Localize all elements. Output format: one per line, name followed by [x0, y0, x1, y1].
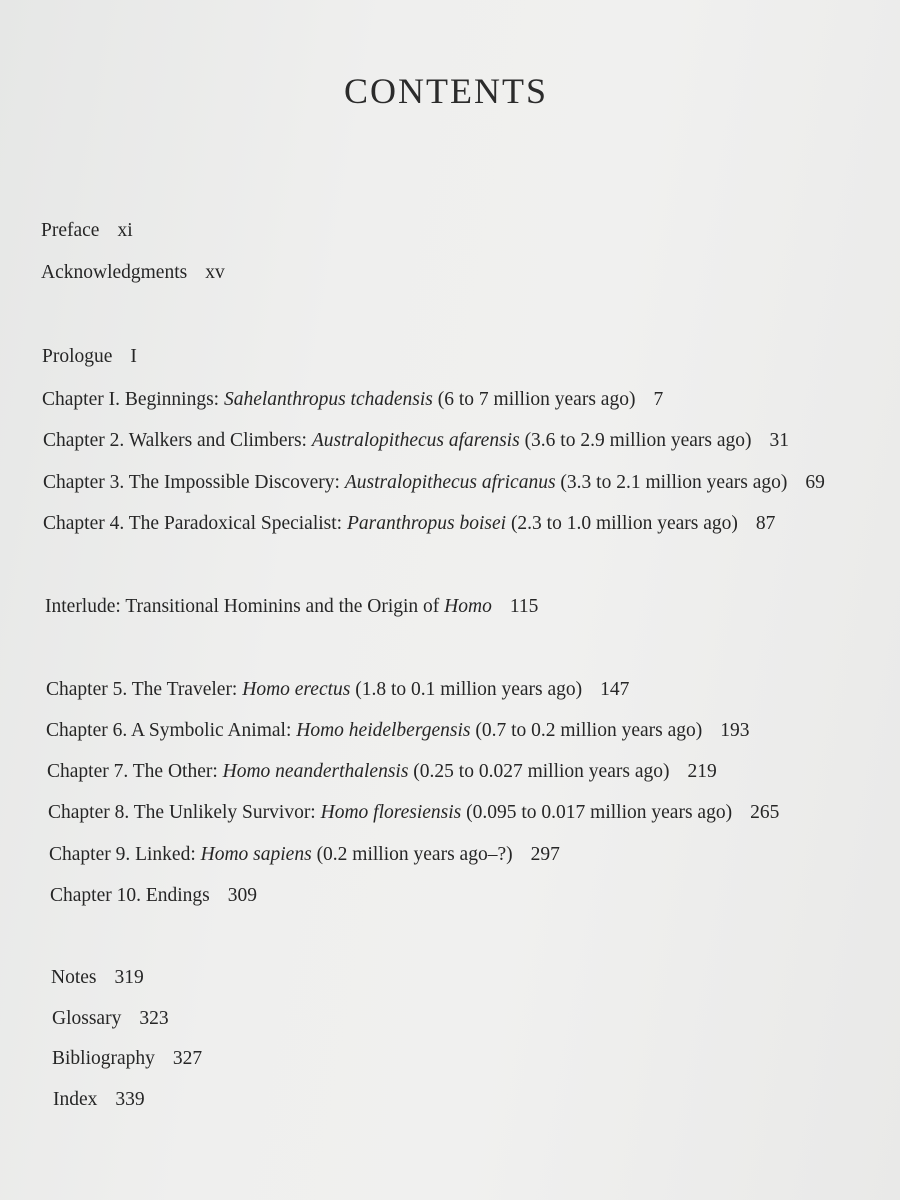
entry-label: Chapter 10. Endings: [50, 885, 210, 906]
toc-entry-chapter-10: [50, 884, 257, 908]
date-range: (1.8 to 0.1 million years ago): [355, 679, 583, 700]
page-number: 323: [139, 1008, 169, 1029]
date-range: (0.7 to 0.2 million years ago): [475, 720, 703, 741]
page-number: 69: [805, 472, 825, 493]
entry-label: Chapter 4. The Paradoxical Specialist:: [43, 513, 343, 534]
species-name: Australopithecus afarensis: [311, 430, 520, 451]
page-number: 327: [172, 1048, 203, 1069]
entry-label: Chapter 6. A Symbolic Animal:: [46, 720, 292, 741]
entry-label: Chapter 5. The Traveler:: [46, 679, 238, 700]
toc-entry-prologue: [42, 345, 137, 369]
page-number: 147: [600, 679, 630, 700]
toc-entry-chapter-5: [46, 678, 629, 702]
page-number: 319: [114, 967, 144, 988]
page-number: xi: [117, 220, 133, 241]
page-number: 339: [115, 1089, 145, 1110]
toc-entry-chapter-1: [42, 388, 663, 412]
entry-label: Prologue: [42, 346, 113, 367]
page-number: 265: [750, 802, 780, 823]
entry-label: Index: [53, 1089, 98, 1110]
page-number: 87: [755, 513, 776, 534]
date-range: (0.25 to 0.027 million years ago): [413, 761, 670, 782]
entry-label: Acknowledgments: [41, 262, 188, 283]
page-number: 7: [653, 389, 664, 410]
page-number: I: [130, 346, 137, 367]
species-name: Sahelanthropus tchadensis: [223, 389, 433, 410]
date-range: (0.2 million years ago–?): [316, 844, 513, 865]
date-range: (6 to 7 million years ago): [437, 389, 636, 410]
species-name: Homo sapiens: [200, 844, 312, 865]
page-number: 193: [720, 720, 750, 741]
species-name: Homo heidelbergensis: [296, 720, 471, 741]
species-name: Australopithecus africanus: [344, 472, 556, 493]
entry-label: Bibliography: [52, 1048, 155, 1069]
toc-entry-bibliography: [52, 1047, 202, 1071]
toc-entry-chapter-8: [48, 801, 779, 825]
page-number: 115: [509, 596, 539, 617]
page-number: 309: [227, 885, 258, 906]
toc-entry-index: [53, 1088, 145, 1112]
species-name: Homo neanderthalensis: [222, 761, 409, 782]
species-name: Homo: [444, 596, 492, 617]
entry-label: Interlude: Transitional Hominins and the Origin of: [45, 596, 440, 617]
page-number: 219: [687, 761, 717, 782]
date-range: (3.6 to 2.9 million years ago): [524, 430, 752, 451]
entry-label: Preface: [41, 220, 100, 241]
entry-label: Chapter 8. The Unlikely Survivor:: [48, 802, 316, 823]
entry-label: Notes: [51, 967, 97, 988]
toc-entry-preface: [41, 219, 133, 243]
page-number: xv: [205, 262, 225, 283]
toc-entry-chapter-6: [46, 719, 750, 743]
toc-entry-interlude: [45, 595, 538, 619]
date-range: (0.095 to 0.017 million years ago): [466, 802, 733, 823]
entry-label: Chapter 3. The Impossible Discovery:: [43, 472, 340, 493]
entry-label: Chapter 2. Walkers and Climbers:: [43, 430, 307, 451]
entry-label: Chapter 9. Linked:: [49, 844, 196, 865]
entry-label: Chapter 7. The Other:: [47, 761, 218, 782]
page-number: 31: [769, 430, 789, 451]
toc-entry-notes: [51, 966, 144, 990]
entry-label: Glossary: [52, 1008, 122, 1029]
page-number: 297: [530, 844, 560, 865]
date-range: (2.3 to 1.0 million years ago): [510, 513, 738, 534]
toc-entry-acknowledgments: [41, 261, 225, 285]
toc-entry-chapter-9: [49, 843, 560, 867]
species-name: Homo floresiensis: [320, 802, 462, 823]
toc-entry-chapter-3: [43, 471, 825, 495]
entry-label: Chapter I. Beginnings:: [42, 389, 220, 410]
page-title: CONTENTS: [344, 71, 548, 111]
toc-entry-chapter-2: [43, 429, 789, 453]
toc-entry-chapter-7: [47, 760, 717, 784]
species-name: Paranthropus boisei: [346, 513, 507, 534]
species-name: Homo erectus: [242, 679, 351, 700]
toc-entry-chapter-4: [43, 512, 775, 536]
toc-entry-glossary: [52, 1007, 169, 1031]
date-range: (3.3 to 2.1 million years ago): [560, 472, 788, 493]
